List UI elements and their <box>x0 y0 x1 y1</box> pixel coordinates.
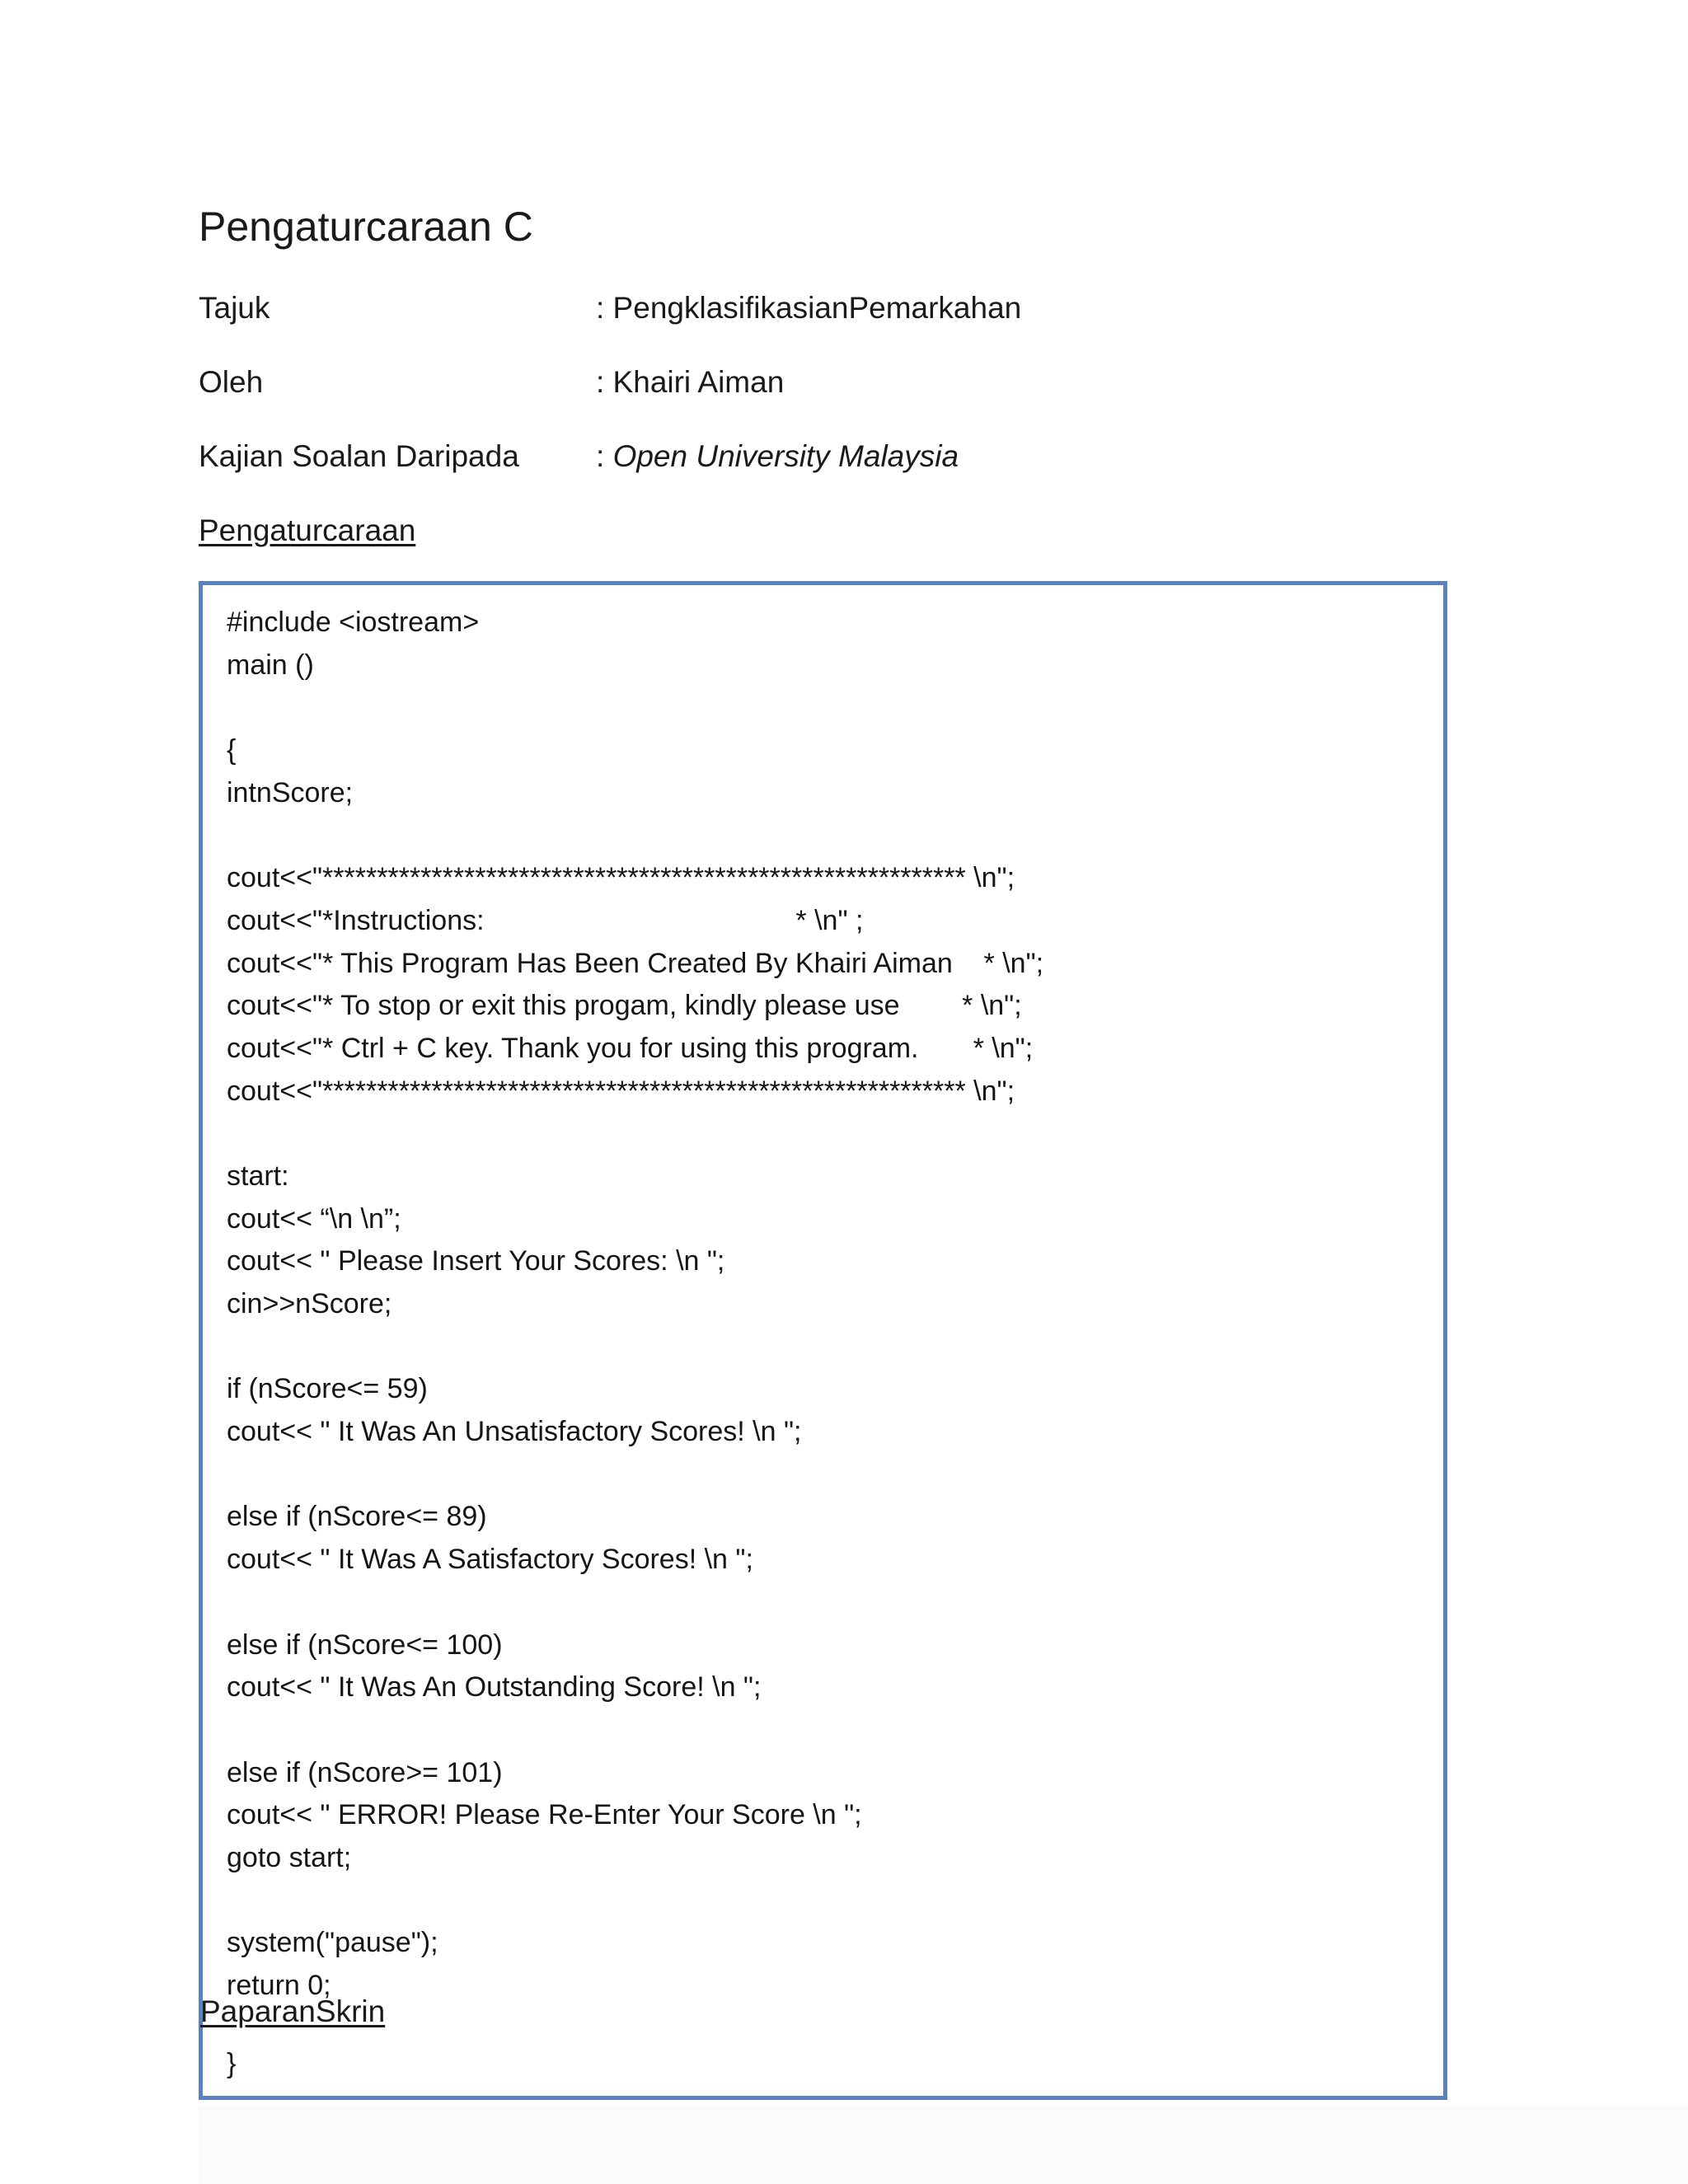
code-line: cout<<"* This Program Has Been Created By Khairi Aiman * \n"; <box>227 947 1044 979</box>
tajuk-label: Tajuk <box>199 291 270 325</box>
code-line: { <box>227 734 237 766</box>
code-line: cout<< " Please Insert Your Scores: \n "; <box>227 1245 725 1277</box>
oleh-label: Oleh <box>199 365 264 399</box>
code-line <box>227 1709 1043 1752</box>
code-line: system("pause"); <box>227 1927 438 1959</box>
code-line: else if (nScore<= 89) <box>227 1501 487 1533</box>
code-line: cout<< " ERROR! Please Re-Enter Your Score \n "; <box>227 1799 862 1831</box>
code-line: else if (nScore>= 101) <box>227 1756 503 1788</box>
code-line: cout<< “\n \n”; <box>227 1202 401 1235</box>
code-line <box>227 1113 1043 1155</box>
code-line: cout<< " It Was An Outstanding Score! \n "; <box>227 1671 762 1704</box>
kajian-label: Kajian Soalan Daripada <box>199 439 519 473</box>
oleh-value: : Khairi Aiman <box>596 365 785 399</box>
page-bottom-shade <box>199 2106 1688 2184</box>
code-lines <box>227 602 1043 2008</box>
code-listing-box <box>199 581 1447 2100</box>
code-closing-brace: } <box>227 2048 237 2079</box>
kajian-value: Open University Malaysia <box>612 439 959 473</box>
code-line: start: <box>227 1160 289 1192</box>
code-line <box>227 1880 1043 1923</box>
code-line: cout<<"*********************************************************** \n"; <box>227 862 1015 894</box>
code-line: cout<<"*Instructions: * \n" ; <box>227 904 864 936</box>
code-line <box>227 1454 1043 1497</box>
code-line: if (nScore<= 59) <box>227 1373 428 1405</box>
kajian-prefix: : <box>596 439 613 473</box>
code-line: #include <iostream> <box>227 607 480 638</box>
section-heading-pengaturcaraan: Pengaturcaraan <box>199 513 416 547</box>
code-line: cout<<"* To stop or exit this progam, kindly please use * \n"; <box>227 990 1022 1022</box>
code-line: main () <box>227 649 314 681</box>
section-heading-paparan-skrin: PaparanSkrin <box>200 1994 386 2028</box>
kajian-value-wrapper <box>596 438 959 475</box>
code-line: cout<< " It Was An Unsatisfactory Scores! \n "; <box>227 1416 802 1448</box>
document-title: Pengaturcaraan C <box>199 204 533 250</box>
code-line: goto start; <box>227 1841 352 1873</box>
code-line <box>227 687 1043 729</box>
code-line: cout<<"*********************************************************** \n"; <box>227 1075 1015 1107</box>
code-line: cin>>nScore; <box>227 1288 392 1319</box>
code-line: cout<< " It Was A Satisfactory Scores! \n "; <box>227 1544 753 1576</box>
code-line <box>227 814 1043 857</box>
code-line: cout<<"* Ctrl + C key. Thank you for using this program. * \n"; <box>227 1032 1034 1064</box>
tajuk-value: : PengklasifikasianPemarkahan <box>596 291 1022 325</box>
code-line <box>227 1582 1043 1624</box>
code-line: intnScore; <box>227 776 354 808</box>
code-line: return 0; <box>227 1970 331 2001</box>
code-line <box>227 1326 1043 1369</box>
code-line: else if (nScore<= 100) <box>227 1629 503 1661</box>
